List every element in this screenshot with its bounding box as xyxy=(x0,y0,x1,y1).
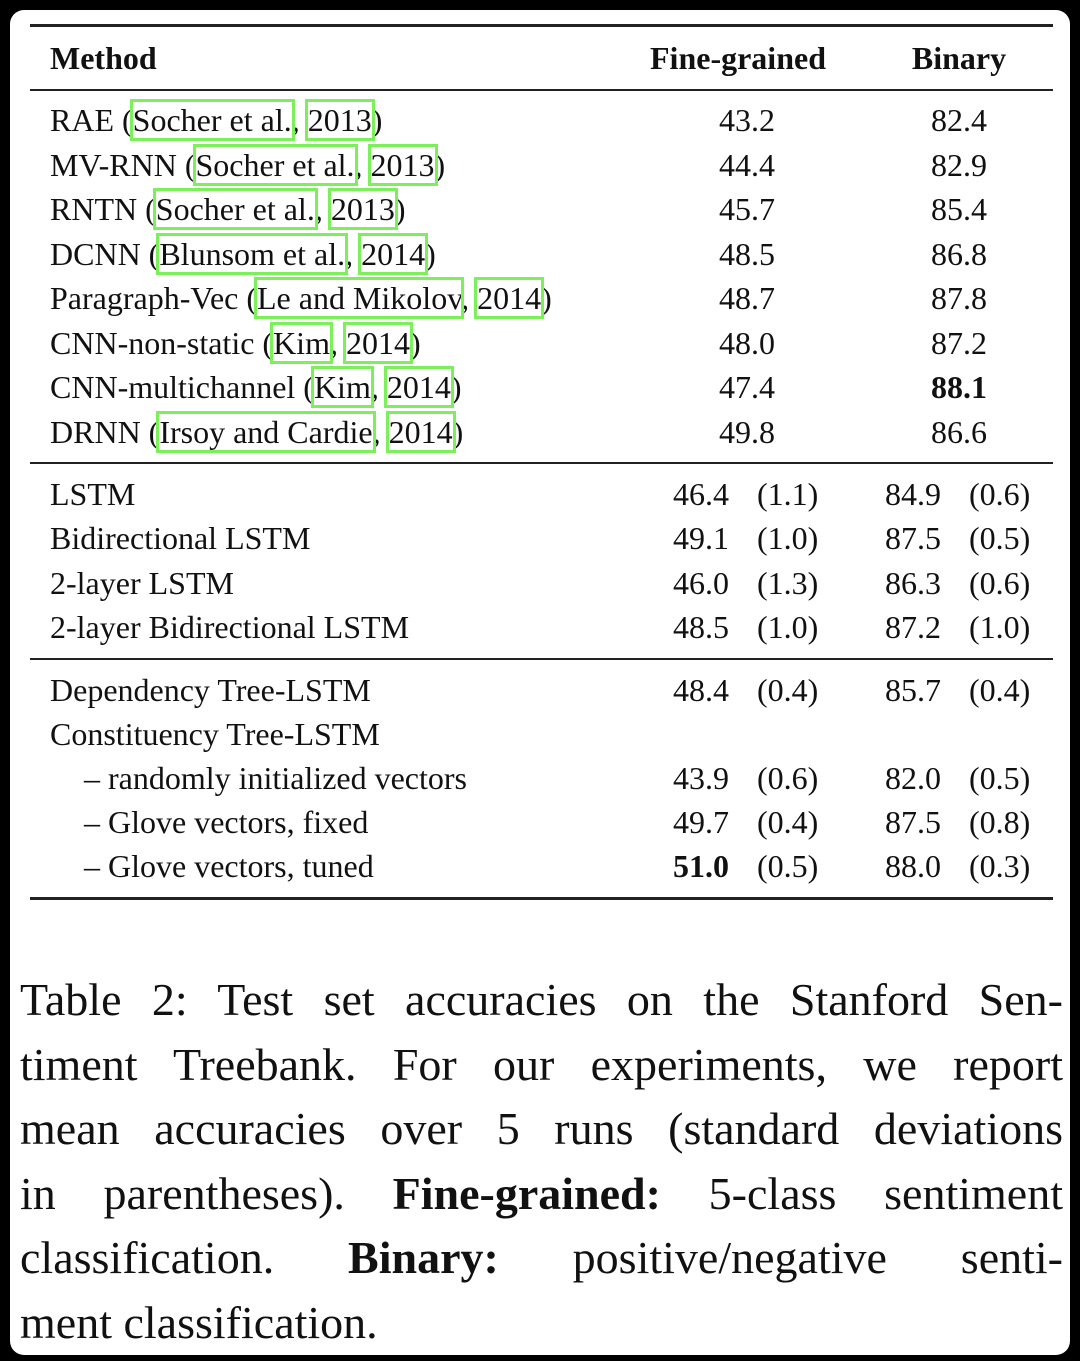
citation-year-link[interactable]: 2013 xyxy=(370,146,435,183)
binary-cell xyxy=(885,668,1030,712)
header-rule xyxy=(30,89,1053,91)
fine-grained-sd: (0.5) xyxy=(757,848,819,884)
table-row-method: Paragraph-Vec (Le and Mikolov, 2014) xyxy=(50,280,552,316)
fine-grained-value: 49.8 xyxy=(719,413,775,450)
fine-grained-cell xyxy=(673,800,818,844)
fine-grained-mean: 48.5 xyxy=(673,608,729,645)
binary-cell xyxy=(885,756,1030,800)
fine-grained-cell xyxy=(673,712,757,756)
caption-line-6: ment classification. xyxy=(20,1296,378,1348)
fine-grained-sd: (1.1) xyxy=(757,476,819,512)
binary-value: 86.8 xyxy=(931,235,987,272)
table-row-method: Dependency Tree-LSTM xyxy=(50,672,371,708)
table-row-method: MV-RNN (Socher et al., 2013) xyxy=(50,146,446,183)
citation-author-link[interactable]: Socher et al. xyxy=(132,102,292,138)
table-row-method: LSTM xyxy=(50,476,136,512)
binary-value: 87.2 xyxy=(931,324,987,361)
fine-grained-sd: (1.3) xyxy=(757,564,819,601)
binary-value: 82.4 xyxy=(931,102,987,138)
paper-page xyxy=(10,10,1070,1355)
table-row-method: CNN-non-static (Kim, 2014) xyxy=(50,324,421,361)
fine-grained-cell xyxy=(673,668,818,712)
fine-grained-mean: 43.9 xyxy=(673,760,729,796)
citation-author-link[interactable]: Kim xyxy=(313,369,371,405)
fine-grained-value: 45.7 xyxy=(719,191,775,227)
binary-sd: (0.5) xyxy=(969,520,1031,557)
binary-cell xyxy=(885,844,1030,888)
citation-year-link[interactable]: 2014 xyxy=(386,369,451,405)
binary-cell xyxy=(885,800,1030,844)
fine-grained-cell xyxy=(673,605,818,649)
binary-sd: (0.6) xyxy=(969,564,1031,601)
binary-mean: 85.7 xyxy=(885,672,941,708)
fine-grained-mean: 48.4 xyxy=(673,672,729,708)
caption-line-5: classification. Binary: positive/negative senti- xyxy=(20,1232,1063,1283)
caption-line-3: mean accuracies over 5 runs (standard deviations xyxy=(20,1103,1063,1154)
fine-grained-sd: (0.4) xyxy=(757,672,819,708)
binary-sd: (0.3) xyxy=(969,848,1031,884)
citation-author-link[interactable]: Blunsom et al. xyxy=(159,235,346,272)
table-top-rule xyxy=(30,24,1053,27)
citation-year-link[interactable]: 2014 xyxy=(477,280,542,316)
table-row-method: – randomly initialized vectors xyxy=(84,760,467,796)
binary-value: 82.9 xyxy=(931,146,987,183)
binary-mean: 87.2 xyxy=(885,608,941,645)
caption-binary-label: Binary: xyxy=(348,1232,499,1283)
fine-grained-cell xyxy=(673,472,818,516)
binary-value: 85.4 xyxy=(931,191,987,227)
fine-grained-sd: (0.4) xyxy=(757,804,819,840)
fine-grained-mean: 49.1 xyxy=(673,520,729,557)
fine-grained-cell xyxy=(673,756,818,800)
table-row-method: – Glove vectors, fixed xyxy=(84,804,369,840)
binary-value: 88.1 xyxy=(931,369,987,405)
binary-mean: 87.5 xyxy=(885,804,941,840)
binary-cell xyxy=(885,472,1030,516)
table-row-method: RAE (Socher et al., 2013) xyxy=(50,102,383,138)
fine-grained-sd: (1.0) xyxy=(757,608,819,645)
fine-grained-value: 47.4 xyxy=(719,369,775,405)
group2-rule xyxy=(30,658,1053,660)
table-row-method: 2-layer LSTM xyxy=(50,564,234,601)
table-caption xyxy=(20,968,1063,1355)
fine-grained-cell xyxy=(673,844,818,888)
citation-year-link[interactable]: 2014 xyxy=(345,324,410,361)
binary-mean: 88.0 xyxy=(885,848,941,884)
citation-year-link[interactable]: 2013 xyxy=(330,191,395,227)
fine-grained-mean: 46.4 xyxy=(673,476,729,512)
table-row-method: – Glove vectors, tuned xyxy=(84,848,374,884)
fine-grained-value: 43.2 xyxy=(719,102,775,138)
citation-author-link[interactable]: Kim xyxy=(273,324,330,361)
binary-sd: (0.4) xyxy=(969,672,1031,708)
fine-grained-mean: 46.0 xyxy=(673,564,729,601)
header-binary: Binary xyxy=(911,40,1007,76)
binary-mean: 87.5 xyxy=(885,520,941,557)
table-row-method: RNTN (Socher et al., 2013) xyxy=(50,191,406,227)
fine-grained-value: 48.5 xyxy=(719,235,775,272)
table-row-method: CNN-multichannel (Kim, 2014) xyxy=(50,369,462,405)
citation-author-link[interactable]: Le and Mikolov xyxy=(257,280,462,316)
caption-fine-grained-label: Fine-grained: xyxy=(392,1167,661,1219)
fine-grained-sd: (0.6) xyxy=(757,760,819,796)
fine-grained-mean: 51.0 xyxy=(673,848,729,884)
table-row-method: 2-layer Bidirectional LSTM xyxy=(50,608,410,645)
citation-author-link[interactable]: Socher et al. xyxy=(155,191,315,227)
fine-grained-value: 48.0 xyxy=(719,324,775,361)
citation-author-link[interactable]: Irsoy and Cardie xyxy=(159,413,373,450)
binary-mean: 82.0 xyxy=(885,760,941,796)
table-row-method: DCNN (Blunsom et al., 2014) xyxy=(50,235,436,272)
binary-cell xyxy=(885,516,1030,560)
fine-grained-cell xyxy=(673,561,818,605)
citation-author-link[interactable]: Socher et al. xyxy=(195,146,355,183)
header-fine-grained: Fine-grained xyxy=(650,40,826,76)
caption-line-2: timent Treebank. For our experiments, we report xyxy=(20,1038,1063,1090)
table-row-method: DRNN (Irsoy and Cardie, 2014) xyxy=(50,413,464,450)
citation-year-link[interactable]: 2013 xyxy=(307,102,372,138)
caption-line-1: Table 2: Test set accuracies on the Stanford Sen- xyxy=(20,974,1063,1025)
binary-sd: (0.6) xyxy=(969,476,1031,512)
citation-year-link[interactable]: 2014 xyxy=(388,413,453,450)
binary-sd: (0.5) xyxy=(969,760,1031,796)
fine-grained-mean: 49.7 xyxy=(673,804,729,840)
binary-cell xyxy=(885,605,1030,649)
fine-grained-value: 44.4 xyxy=(719,146,775,183)
binary-cell xyxy=(885,712,969,756)
table-row-method: Constituency Tree-LSTM xyxy=(50,716,380,752)
binary-mean: 84.9 xyxy=(885,476,941,512)
binary-sd: (1.0) xyxy=(969,608,1031,645)
binary-value: 87.8 xyxy=(931,280,987,316)
table-row-method: Bidirectional LSTM xyxy=(50,520,311,557)
binary-mean: 86.3 xyxy=(885,564,941,601)
table-bottom-rule xyxy=(30,897,1053,900)
fine-grained-sd: (1.0) xyxy=(757,520,819,557)
binary-sd: (0.8) xyxy=(969,804,1031,840)
citation-year-link[interactable]: 2014 xyxy=(361,235,426,272)
header-method: Method xyxy=(50,40,157,76)
caption-line-4: in parentheses). Fine-grained: 5-class sentiment xyxy=(20,1167,1063,1219)
binary-cell xyxy=(885,561,1030,605)
fine-grained-cell xyxy=(673,516,818,560)
group1-rule xyxy=(30,462,1053,464)
binary-value: 86.6 xyxy=(931,413,987,450)
fine-grained-value: 48.7 xyxy=(719,280,775,316)
